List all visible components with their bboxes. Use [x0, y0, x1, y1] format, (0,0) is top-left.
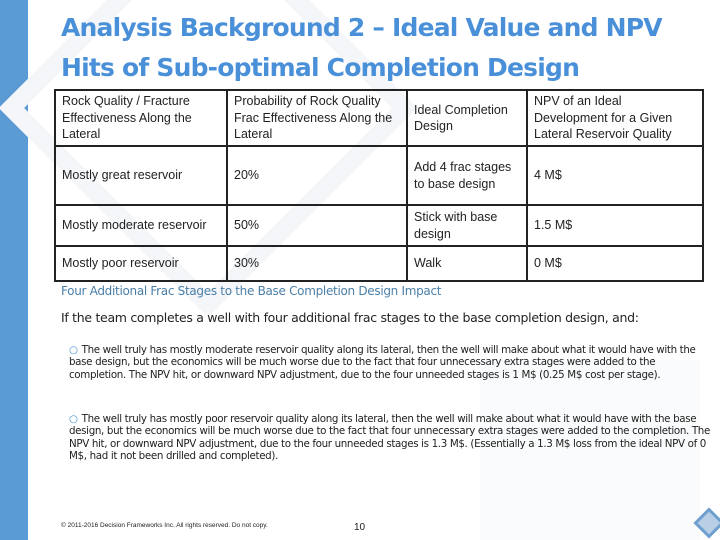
table-row	[55, 146, 703, 205]
table-cell: 1.5 M$	[527, 205, 703, 246]
table-cell: 0 M$	[527, 246, 703, 281]
reservoir-table	[54, 89, 704, 282]
table-row	[55, 205, 703, 246]
table-header-row	[55, 90, 703, 146]
table-cell: Mostly great reservoir	[55, 146, 227, 205]
header-cell: NPV of an Ideal Development for a Given Lateral Reservoir Quality	[527, 90, 703, 146]
header-cell: Rock Quality / Fracture Effectiveness Along the Lateral	[55, 90, 227, 146]
slide-title: Analysis Background 2 – Ideal Value and NPV Hits of Sub-optimal Completion Design	[61, 13, 662, 82]
circle-bullet-icon: ○	[69, 413, 78, 425]
table-cell: Mostly poor reservoir	[55, 246, 227, 281]
table-row	[55, 246, 703, 281]
page-number: 10	[354, 522, 366, 533]
circle-bullet-icon: ○	[69, 344, 78, 356]
bullet-text: The well truly has mostly moderate reservoir quality along its lateral, then the well will make about what it would have with the base design, but the economics will be much worse due to the fact that four unnecessary extra stages were added to the completion. The NPV hit, or downward NPV adjustment, due to the four unneeded stages is 1 M$ (0.25 M$ cost per stage).	[69, 344, 696, 381]
lead-text: If the team completes a well with four additional frac stages to the base completion design, and:	[61, 310, 639, 325]
header-cell: Probability of Rock Quality Frac Effectiveness Along the Lateral	[227, 90, 407, 146]
table-cell: 30%	[227, 246, 407, 281]
bullet-item	[69, 344, 714, 381]
bullet-text: The well truly has mostly poor reservoir quality along its lateral, then the well will make about what it would have with the base design, but the economics will be much worse due to the fact that four unnecessary extra stages were added to the completion. The NPV hit, or downward NPV adjustment, due to the four unneeded stages is 1.3 M$. (Essentially a 1.3 M$ loss from the ideal NPV of 0 M$, had it not been drilled and completed).	[69, 413, 710, 462]
table-cell: Mostly moderate reservoir	[55, 205, 227, 246]
table-cell: 4 M$	[527, 146, 703, 205]
table-cell: Stick with base design	[407, 205, 527, 246]
table-cell: Walk	[407, 246, 527, 281]
copyright-footer: © 2011-2016 Decision Frameworks Inc. All rights reserved. Do not copy.	[61, 522, 268, 529]
header-cell: Ideal Completion Design	[407, 90, 527, 146]
table-cell: Add 4 frac stages to base design	[407, 146, 527, 205]
section-subtitle: Four Additional Frac Stages to the Base Completion Design Impact	[61, 284, 442, 298]
table-cell: 50%	[227, 205, 407, 246]
bullet-item	[69, 413, 714, 462]
table-cell: 20%	[227, 146, 407, 205]
